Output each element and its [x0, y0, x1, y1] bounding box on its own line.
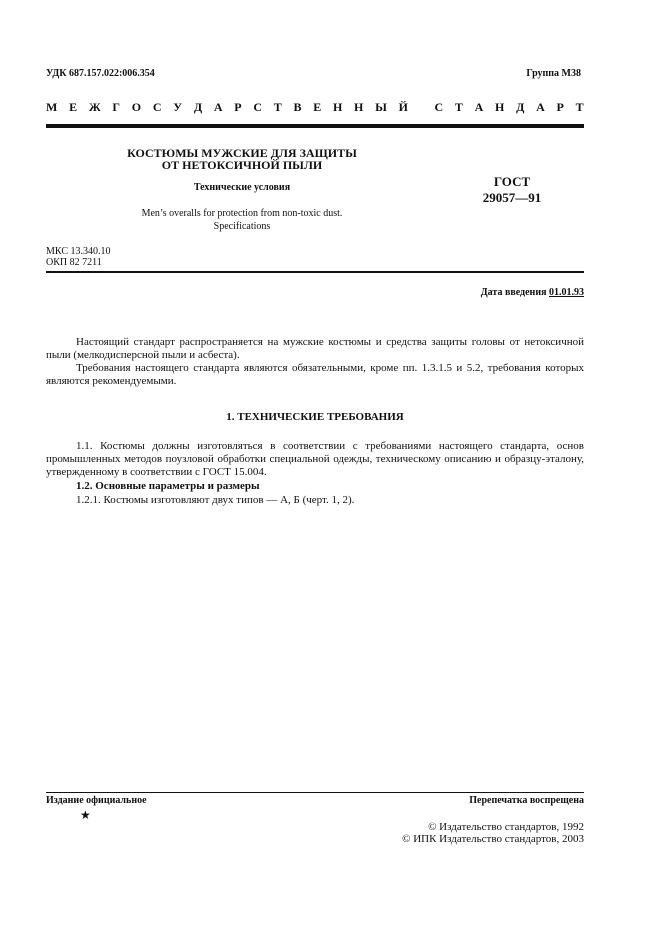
- banner-letter: Р: [556, 100, 564, 114]
- udk-code: УДК 687.157.022:006.354: [46, 68, 155, 79]
- top-thick-rule: [46, 124, 584, 128]
- banner-letter: Е: [69, 100, 78, 114]
- interstate-standard-banner: [46, 100, 584, 115]
- footer-rule: [46, 792, 584, 793]
- section-1-2-1-paragraph: 1.2.1. Костюмы изготовляют двух типов — А, Б (черт. 1, 2).: [76, 494, 355, 506]
- banner-letter: С: [434, 100, 444, 114]
- date-label: Дата введения: [480, 287, 547, 298]
- banner-letter: М: [46, 100, 58, 114]
- english-title-line2: Specifications: [213, 221, 271, 232]
- section-1-2-heading: 1.2. Основные параметры и размеры: [76, 480, 260, 492]
- group-code: Группа М38: [526, 68, 581, 79]
- banner-letter: Н: [354, 100, 364, 114]
- gost-label: ГОСТ: [493, 174, 531, 189]
- section-1-heading: 1. ТЕХНИЧЕСКИЕ ТРЕБОВАНИЯ: [226, 411, 404, 423]
- banner-letter: Д: [193, 100, 203, 114]
- banner-letter: Т: [454, 100, 463, 114]
- banner-letter: Р: [234, 100, 242, 114]
- banner-letter: Н: [495, 100, 505, 114]
- banner-letter: О: [131, 100, 142, 114]
- intro-paragraph-2: Требования настоящего стандарта являются обязательными, кроме пп. 1.3.1.5 и 5.2, требования которых являются рекомендуемыми.: [46, 362, 584, 387]
- document-title-line2: ОТ НЕТОКСИЧНОЙ ПЫЛИ: [161, 158, 323, 172]
- intro-paragraph-1: Настоящий стандарт распространяется на мужские костюмы и средства защиты головы от нетоксичной пыли (мелкодисперсной пыли и асбеста).: [46, 336, 584, 361]
- english-title-line1: Men’s overalls for protection from non-toxic dust.: [141, 208, 343, 219]
- banner-letter: Ж: [88, 100, 101, 114]
- banner-letter: В: [293, 100, 302, 114]
- banner-letter: Т: [273, 100, 282, 114]
- banner-letter: Й: [398, 100, 408, 114]
- banner-letter: А: [536, 100, 545, 114]
- date-value: 01.01.93: [549, 287, 584, 298]
- banner-letter: Г: [112, 100, 121, 114]
- star-icon: ★: [80, 808, 91, 822]
- introduction-date: [481, 287, 584, 298]
- banner-letter: Д: [516, 100, 525, 114]
- copyright-1992: © Издательство стандартов, 1992: [428, 821, 584, 833]
- banner-letter: Е: [313, 100, 322, 114]
- gost-number: 29057—91: [482, 190, 542, 205]
- document-subtitle: Технические условия: [193, 182, 291, 193]
- banner-letter: С: [152, 100, 162, 114]
- banner-letter: У: [173, 100, 183, 114]
- banner-letter: А: [474, 100, 484, 114]
- banner-letter: [420, 100, 423, 115]
- banner-letter: Н: [332, 100, 343, 114]
- official-edition: Издание официальное: [46, 795, 147, 806]
- banner-letter: Т: [575, 100, 584, 114]
- banner-letter: С: [253, 100, 262, 114]
- reprint-prohibited: Перепечатка воспрещена: [469, 795, 584, 806]
- okp-code: ОКП 82 7211: [46, 257, 102, 268]
- section-1-paragraph-1: 1.1. Костюмы должны изготовляться в соответствии с требованиями настоящего стандарта, основ промышленных методов поузловой обработки специальной одежды, техническому описанию и образцу-эталону, утвержденному в соответствии с ГОСТ 15.004.: [46, 440, 584, 478]
- document-title-line1: КОСТЮМЫ МУЖСКИЕ ДЛЯ ЗАЩИТЫ: [127, 146, 357, 160]
- mks-code: МКС 13.340.10: [46, 246, 111, 257]
- banner-letter: Ы: [375, 100, 387, 114]
- banner-letter: А: [213, 100, 223, 114]
- header-bottom-rule: [46, 271, 584, 273]
- copyright-2003: © ИПК Издательство стандартов, 2003: [402, 833, 584, 845]
